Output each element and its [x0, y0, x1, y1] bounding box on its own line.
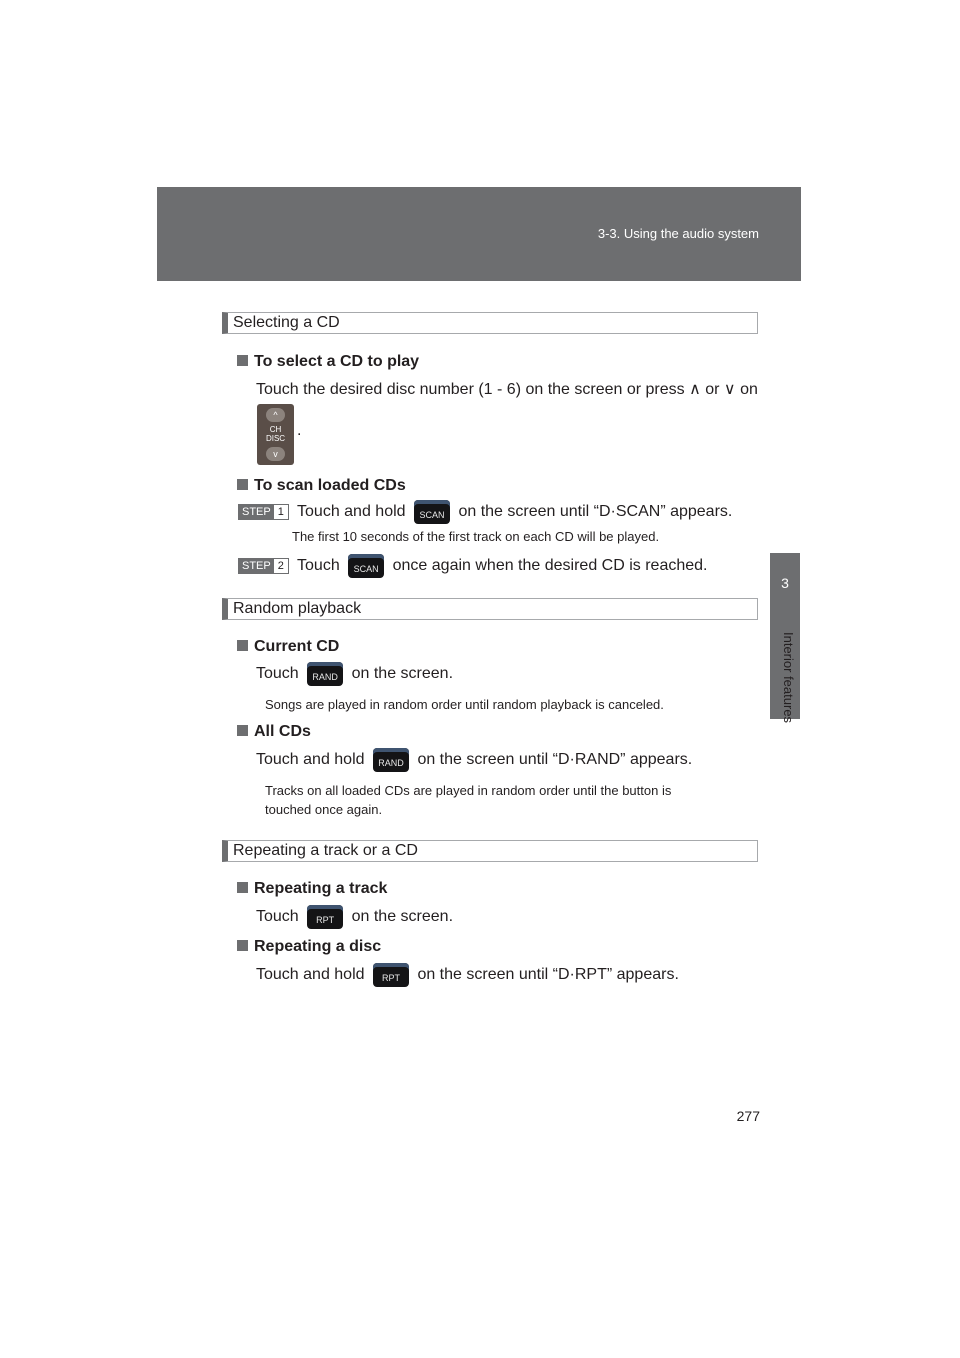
scan-button-icon: SCAN	[414, 500, 450, 524]
subheading-scan-text: To scan loaded CDs	[254, 477, 406, 494]
knob-label: CH DISC	[265, 425, 286, 443]
up-arrow-icon: ^	[266, 408, 285, 422]
subheading-current-cd	[237, 638, 339, 656]
square-bullet-icon	[237, 355, 248, 366]
step1-note: The first 10 seconds of the first track on each CD will be played.	[292, 529, 660, 544]
all-after: on the screen until “D·RAND” appears.	[417, 751, 693, 769]
chapter-label: Interior features	[781, 632, 796, 724]
all-cds-note-line2: touched once again.	[265, 802, 383, 817]
select-period: .	[297, 422, 302, 439]
step1-after: on the screen until “D·SCAN” appears.	[458, 503, 733, 521]
step1-row	[238, 500, 732, 524]
step1-before: Touch and hold	[297, 503, 406, 521]
subheading-select	[237, 353, 419, 371]
step2-after: once again when the desired CD is reached.	[392, 557, 708, 575]
track-after: on the screen.	[351, 908, 454, 926]
subheading-scan	[237, 477, 406, 495]
subheading-repeat-track	[237, 880, 387, 898]
track-before: Touch	[256, 908, 299, 926]
section-heading-random: Random playback	[222, 598, 758, 620]
all-cds-note-line1: Tracks on all loaded CDs are played in random order until the button is	[265, 783, 672, 798]
repeat-disc-instruction	[256, 963, 679, 987]
current-before: Touch	[256, 665, 299, 683]
page-number: 277	[736, 1108, 760, 1124]
subheading-current-cd-text: Current CD	[254, 638, 340, 655]
section-heading-repeat: Repeating a track or a CD	[222, 840, 758, 862]
current-cd-instruction	[256, 662, 453, 686]
down-arrow-icon: v	[266, 447, 285, 461]
rpt-button-icon: RPT	[307, 905, 343, 929]
repeat-track-instruction	[256, 905, 453, 929]
all-before: Touch and hold	[256, 751, 365, 769]
chapter-number: 3	[781, 575, 789, 591]
step2-before: Touch	[297, 557, 340, 575]
section-title: 3-3. Using the audio system	[597, 226, 759, 241]
all-cds-instruction	[256, 748, 692, 772]
square-bullet-icon	[237, 640, 248, 651]
rand-button-icon: RAND	[307, 662, 343, 686]
subheading-repeat-disc	[237, 938, 381, 956]
scan-button-icon: SCAN	[348, 554, 384, 578]
rpt-button-icon: RPT	[373, 963, 409, 987]
square-bullet-icon	[237, 479, 248, 490]
step2-row	[238, 554, 707, 578]
step-badge: STEP 1	[238, 504, 289, 520]
disc-before: Touch and hold	[256, 966, 365, 984]
subheading-repeat-track-text: Repeating a track	[254, 880, 388, 897]
subheading-all-cds	[237, 723, 311, 741]
square-bullet-icon	[237, 882, 248, 893]
header-band	[157, 187, 801, 281]
disc-after: on the screen until “D·RPT” appears.	[417, 966, 679, 984]
subheading-all-cds-text: All CDs	[254, 723, 311, 740]
ch-disc-knob-icon	[257, 404, 294, 465]
subheading-select-text: To select a CD to play	[254, 353, 420, 370]
current-cd-note: Songs are played in random order until random playback is canceled.	[265, 697, 664, 712]
step-badge: STEP 2	[238, 558, 289, 574]
current-after: on the screen.	[351, 665, 454, 683]
section-heading-selecting: Selecting a CD	[222, 312, 758, 334]
square-bullet-icon	[237, 725, 248, 736]
rand-button-icon: RAND	[373, 748, 409, 772]
square-bullet-icon	[237, 940, 248, 951]
subheading-repeat-disc-text: Repeating a disc	[254, 938, 382, 955]
select-instruction: Touch the desired disc number (1 - 6) on the screen or press ∧ or ∨ on	[256, 381, 758, 398]
